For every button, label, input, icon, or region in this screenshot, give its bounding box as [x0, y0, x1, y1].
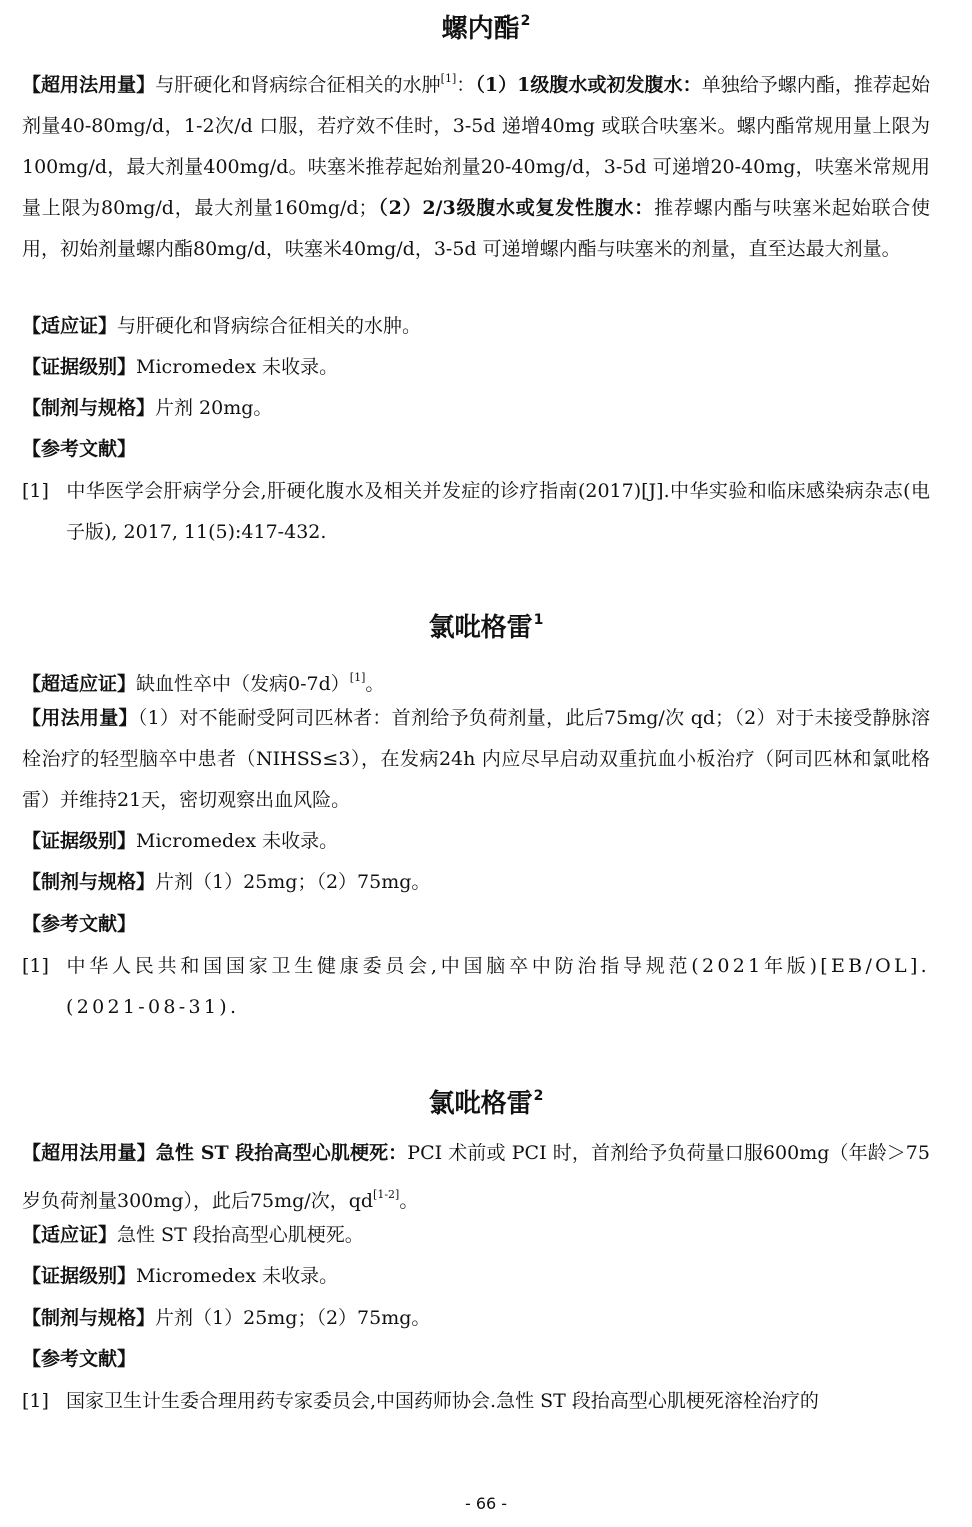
section-title-clopidogrel-1	[0, 603, 972, 645]
references-heading	[22, 904, 930, 945]
usage-text: ：	[456, 74, 476, 96]
usage-label: 【超用法用量】	[22, 74, 156, 96]
usage-subheading: （2）2/3级腹水或复发性腹水：	[377, 197, 655, 219]
evidence-text: Micromedex 未收录。	[136, 1265, 339, 1287]
spec-label: 【制剂与规格】	[22, 1307, 156, 1329]
evidence-text: Micromedex 未收录。	[136, 830, 339, 852]
spec-paragraph	[22, 862, 930, 903]
title-text: 氯吡格雷	[428, 1089, 533, 1119]
usage-text: 单独给予螺内酯，推荐起始剂量40-80mg/d，1-2次/d 口服，若疗效不佳时，3-5d 递增40mg 或联合呋塞米。螺内酯常规用量上限为100mg/d，最大剂量400mg/d。呋塞米推荐起始剂量20-40mg/d，3-5d 可递增20-40mg，呋塞米常规用量上限为80mg/d，最大剂量160mg/d；	[22, 74, 930, 219]
evidence-paragraph	[22, 821, 930, 862]
offlabel-text: 。	[365, 673, 385, 695]
usage-text: 与肝硬化和肾病综合征相关的水肿	[155, 74, 441, 96]
evidence-paragraph	[22, 1256, 930, 1297]
citation-marker[interactable]: [1]	[349, 671, 366, 684]
references-heading	[22, 429, 930, 470]
reference-entry	[22, 946, 930, 1028]
usage-subheading: （1）1级腹水或初发腹水：	[475, 74, 702, 96]
reference-number: [1]	[22, 955, 49, 977]
usage-text: 推荐螺内酯与呋塞米起始联合使用，初始剂量螺内酯80mg/d，呋塞米40mg/d，3-5d 可递增螺内酯与呋塞米的剂量，直至达最大剂量。	[22, 197, 930, 260]
spec-text: 片剂（1）25mg；（2）75mg。	[155, 1307, 431, 1329]
spec-paragraph	[22, 388, 930, 429]
title-superscript: 2	[533, 1088, 544, 1104]
indication-label: 【适应证】	[22, 1224, 118, 1246]
section-title-clopidogrel-2	[0, 1079, 972, 1121]
title-text: 螺内酯	[441, 14, 520, 44]
reference-entry	[22, 1381, 930, 1422]
title-superscript: 2	[520, 13, 531, 29]
usage-text: PCI 术前或 PCI 时，首剂给予负荷量口服600mg（年龄＞75岁负荷剂量300mg），此后75mg/次，qd	[22, 1142, 930, 1212]
spec-paragraph	[22, 1298, 930, 1339]
usage-paragraph	[22, 698, 930, 821]
title-text: 氯吡格雷	[428, 613, 533, 643]
title-superscript: 1	[533, 612, 544, 628]
usage-paragraph	[22, 58, 930, 270]
page-number: - 66 -	[464, 1494, 508, 1513]
section-title-spironolactone	[0, 4, 972, 46]
references-label: 【参考文献】	[22, 1348, 137, 1370]
indication-paragraph	[22, 1215, 930, 1256]
offlabel-text: 缺血性卒中（发病0-7d）	[136, 673, 350, 695]
reference-text: 中华医学会肝病学分会,肝硬化腹水及相关并发症的诊疗指南(2017)[J].中华实验和临床感染病杂志(电子版), 2017, 11(5):417-432.	[66, 480, 930, 543]
spec-label: 【制剂与规格】	[22, 397, 156, 419]
usage-subheading: 急性 ST 段抬高型心肌梗死：	[155, 1142, 408, 1164]
evidence-label: 【证据级别】	[22, 830, 137, 852]
spec-text: 片剂 20mg。	[155, 397, 273, 419]
evidence-label: 【证据级别】	[22, 356, 137, 378]
evidence-text: Micromedex 未收录。	[136, 356, 339, 378]
reference-number: [1]	[22, 1390, 49, 1412]
offlabel-label: 【超适应证】	[22, 673, 137, 695]
references-label: 【参考文献】	[22, 913, 137, 935]
reference-number: [1]	[22, 480, 49, 502]
indication-label: 【适应证】	[22, 315, 118, 337]
usage-label: 【用法用量】	[22, 707, 138, 729]
spec-label: 【制剂与规格】	[22, 871, 156, 893]
indication-text: 与肝硬化和肾病综合征相关的水肿。	[117, 315, 422, 337]
references-heading	[22, 1339, 930, 1380]
spec-text: 片剂（1）25mg；（2）75mg。	[155, 871, 431, 893]
citation-marker[interactable]: [1]	[440, 72, 457, 85]
indication-text: 急性 ST 段抬高型心肌梗死。	[117, 1224, 364, 1246]
references-label: 【参考文献】	[22, 438, 137, 460]
usage-text: 。	[399, 1190, 419, 1212]
reference-text: 国家卫生计生委合理用药专家委员会,中国药师协会.急性 ST 段抬高型心肌梗死溶栓治疗的	[66, 1390, 819, 1412]
evidence-paragraph	[22, 347, 930, 388]
citation-marker[interactable]: [1-2]	[373, 1188, 400, 1201]
reference-entry	[22, 471, 930, 553]
reference-text: 中华人民共和国国家卫生健康委员会,中国脑卒中防治指导规范(2021年版)[EB/OL].(2021-08-31).	[66, 955, 930, 1018]
usage-label: 【超用法用量】	[22, 1142, 156, 1164]
usage-text: （1）对不能耐受阿司匹林者：首剂给予负荷剂量，此后75mg/次 qd；（2）对于未接受静脉溶栓治疗的轻型脑卒中患者（NIHSS≤3），在发病24h 内应尽早启动双重抗血小板治疗（阿司匹林和氯吡格雷）并维持21天，密切观察出血风险。	[22, 707, 930, 811]
indication-paragraph	[22, 306, 930, 347]
evidence-label: 【证据级别】	[22, 1265, 137, 1287]
usage-paragraph	[22, 1133, 930, 1222]
